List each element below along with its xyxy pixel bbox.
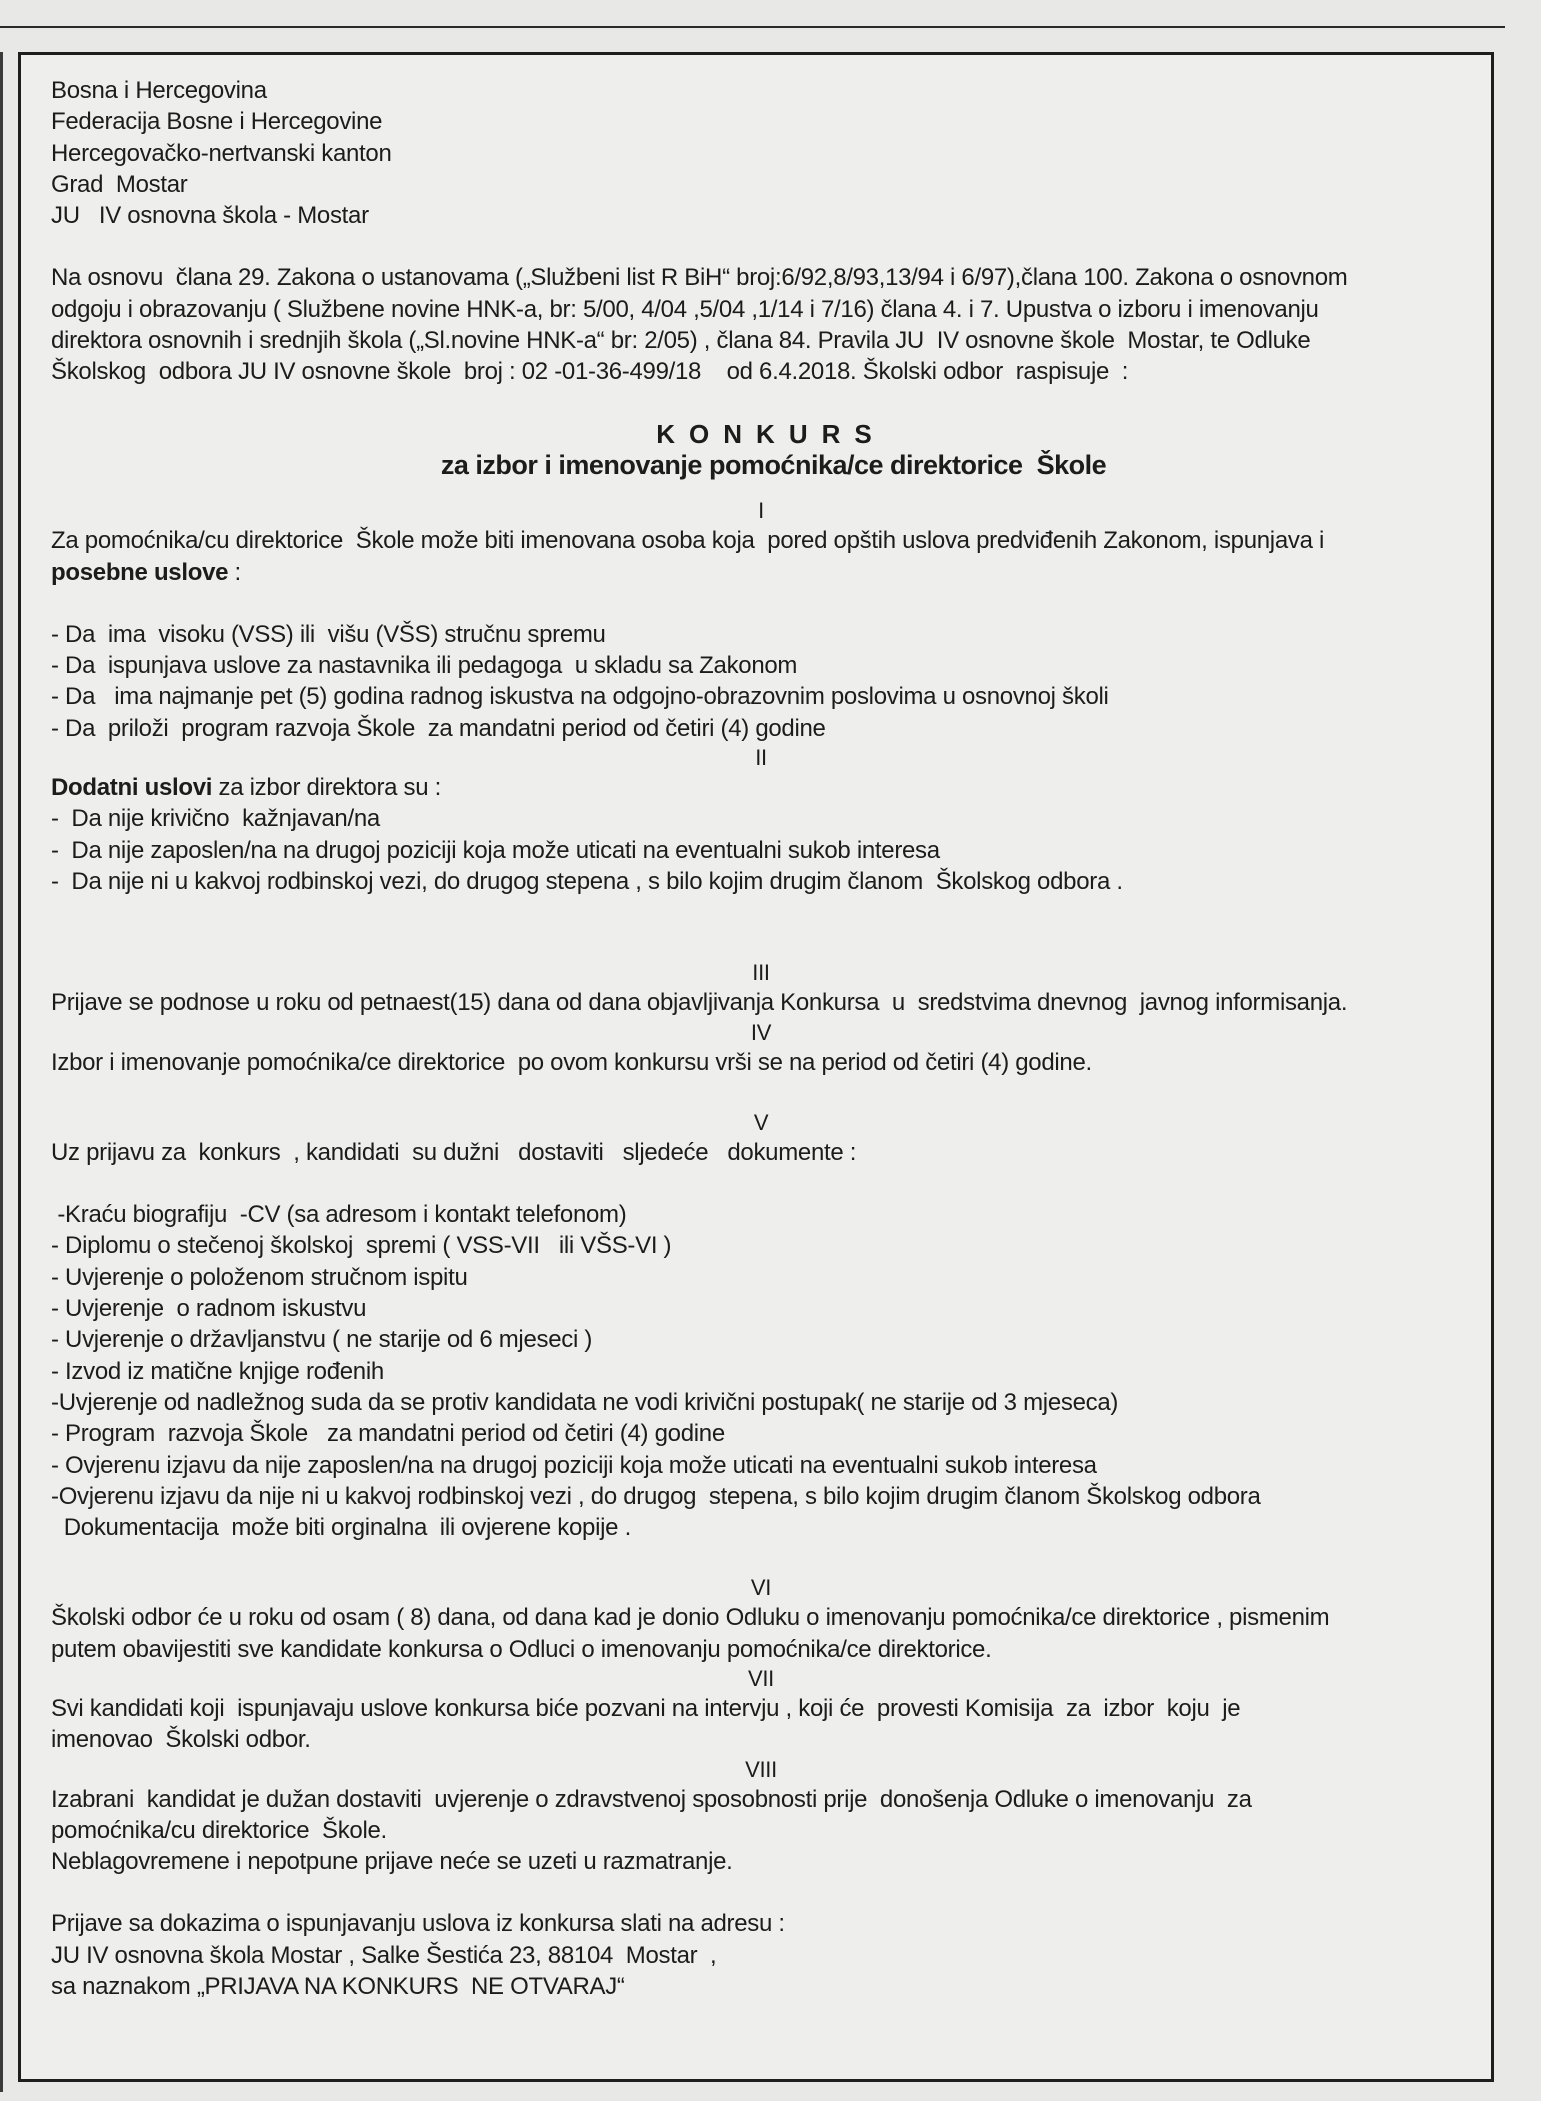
section-1 [51,497,1471,744]
preamble-line: Na osnovu člana 29. Zakona o ustanovama („Službeni list R BiH“ broj:6/92,8/93,13/94 i 6/97),člana 100. Zakona o osnovnom [51,264,1348,292]
section-text: putem obavijestiti sve kandidate konkursa o Odluci o imenovanju pomoćnika/ce direktorice. [51,1635,992,1663]
legal-preamble [51,262,1471,387]
section-text: Izabrani kandidat je dužan dostaviti uvjerenje o zdravstvenoj sposobnosti prije donošenja Odluke o imenovanju za [51,1785,1252,1813]
section-8 [51,1756,1471,1878]
bold-term: posebne uslove [51,558,229,586]
requirement-item: - Da priloži program razvoja Škole za mandatni period od četiri (4) godine [51,714,826,742]
bold-term: Dodatni uslovi [51,774,213,802]
notice-title: KONKURS [656,418,886,449]
job-notice-box [18,52,1494,2082]
section-2 [51,744,1471,897]
footer-line: sa naznakom „PRIJAVA NA KONKURS NE OTVARAJ“ [51,1973,625,2001]
preamble-line: Školskog odbora JU IV osnovne škole broj : 02 -01-36-499/18 od 6.4.2018. Školski odbor raspisuje : [51,358,1129,386]
page-top-rule [0,26,1505,28]
document-item: - Uvjerenje o radnom iskustvu [51,1295,367,1323]
section-7 [51,1665,1471,1756]
section-text: Školski odbor će u roku od osam ( 8) dana, od dana kad je donio Odluku o imenovanju pomoćnika/ce direktorice , pismenim [51,1604,1330,1632]
section-numeral: I [758,498,764,524]
adjacent-column-edge [0,52,3,2092]
section-text: Izbor i imenovanje pomoćnika/ce direktorice po ovom konkursu vrši se na period od četiri (4) godine. [51,1048,1092,1076]
section-numeral: VI [750,1575,772,1601]
section-3 [51,959,1471,1018]
section-text: Uz prijavu za konkurs , kandidati su dužni dostaviti sljedeće dokumente : [51,1138,857,1166]
section-text: Prijave se podnose u roku od petnaest(15) dana od dana objavljivanja Konkursa u sredstvima dnevnog javnog informisanja. [51,989,1348,1017]
footer-line: JU IV osnovna škola Mostar , Salke Šestića 23, 88104 Mostar , [51,1941,717,1969]
section-numeral: III [752,960,770,986]
footer-line: Prijave sa dokazima o ispunjavanju uslova iz konkursa slati na adresu : [51,1910,785,1938]
submission-address [51,1908,1471,2002]
section-text: pomoćnika/cu direktorice Škole. [51,1816,387,1844]
document-item: -Kraću biografiju -CV (sa adresom i kontakt telefonom) [51,1201,627,1229]
notice-subtitle: za izbor i imenovanje pomoćnika/ce direktorice Škole [440,449,1107,480]
requirement-item: - Da nije ni u kakvoj rodbinskoj vezi, do drugog stepena , s bilo kojim drugim članom Školskog odbora . [51,867,1123,895]
section-numeral: IV [750,1019,772,1045]
section-text-rest: za izbor direktora su : [212,774,442,802]
document-item: - Uvjerenje o položenom stručnom ispitu [51,1263,468,1291]
document-item: - Ovjerenu izjavu da nije zaposlen/na na drugoj poziciji koja može uticati na eventualni sukob interesa [51,1451,1097,1479]
requirement-item: - Da nije zaposlen/na na drugoj poziciji koja može uticati na eventualni sukob interesa [51,836,940,864]
section-text [51,557,1471,588]
requirement-item: - Da nije krivično kažnjavan/na [51,805,380,833]
section-6 [51,1574,1471,1665]
section-numeral: V [753,1109,769,1135]
document-item: -Ovjerenu izjavu da nije ni u kakvoj rodbinskoj vezi , do drugog stepena, s bilo kojim drugim članom Školskog odbora [51,1482,1261,1510]
header-line-city: Grad Mostar [51,170,188,198]
section-4 [51,1019,1471,1078]
institution-header [51,75,1471,231]
preamble-line: direktora osnovnih i srednjih škola („Sl.novine HNK-a“ br: 2/05) , člana 84. Pravila JU IV osnovne škole Mostar, te Odluke [51,327,1311,355]
header-line-canton: Hercegovačko-nertvanski kanton [51,139,392,167]
section-text: Svi kandidati koji ispunjavaju uslove konkursa biće pozvani na intervju , koji će provesti Komisija za izbor koju je [51,1694,1241,1722]
section-numeral: VII [748,1665,774,1691]
header-line-school: JU IV osnovna škola - Mostar [51,202,369,230]
section-text [51,772,1471,803]
requirement-item: - Da ima visoku (VSS) ili višu (VŠS) stručnu spremu [51,620,606,648]
document-item: -Uvjerenje od nadležnog suda da se protiv kandidata ne vodi krivični postupak( ne starije od 3 mjeseca) [51,1388,1119,1416]
section-text: imenovao Školski odbor. [51,1726,311,1754]
header-line-country: Bosna i Hercegovina [51,77,267,104]
notice-content [51,75,1471,2002]
section-numeral: II [755,745,767,771]
section-text: Neblagovremene i nepotpune prijave neće se uzeti u razmatranje. [51,1848,733,1876]
preamble-line: odgoju i obrazovanju ( Službene novine HNK-a, br: 5/00, 4/04 ,5/04 ,1/14 i 7/16) člana 4. i 7. Upustva o izboru i imenovanju [51,295,1319,323]
requirement-item: - Da ispunjava uslove za nastavnika ili pedagoga u skladu sa Zakonom [51,652,798,680]
document-item: - Diplomu o stečenoj školskoj spremi ( VSS-VII ili VŠS-VI ) [51,1232,672,1260]
document-item: - Izvod iz matične knjige rođenih [51,1357,384,1385]
document-item: - Program razvoja Škole za mandatni period od četiri (4) godine [51,1420,725,1448]
section-text: Za pomoćnika/cu direktorice Škole može biti imenovana osoba koja pored opštih uslova predviđenih Zakonom, ispunjava i [51,527,1325,555]
requirement-item: - Da ima najmanje pet (5) godina radnog iskustva na odgojno-obrazovnim poslovima u osnovnoj školi [51,683,1109,711]
section-5 [51,1109,1471,1544]
section-numeral: VIII [745,1756,777,1782]
document-item: - Uvjerenje o državljanstvu ( ne starije od 6 mjeseci ) [51,1326,593,1354]
header-line-federation: Federacija Bosne i Hercegovine [51,108,383,136]
document-item: Dokumentacija može biti orginalna ili ovjerene kopije . [51,1514,631,1542]
section-text-rest: : [228,558,241,586]
